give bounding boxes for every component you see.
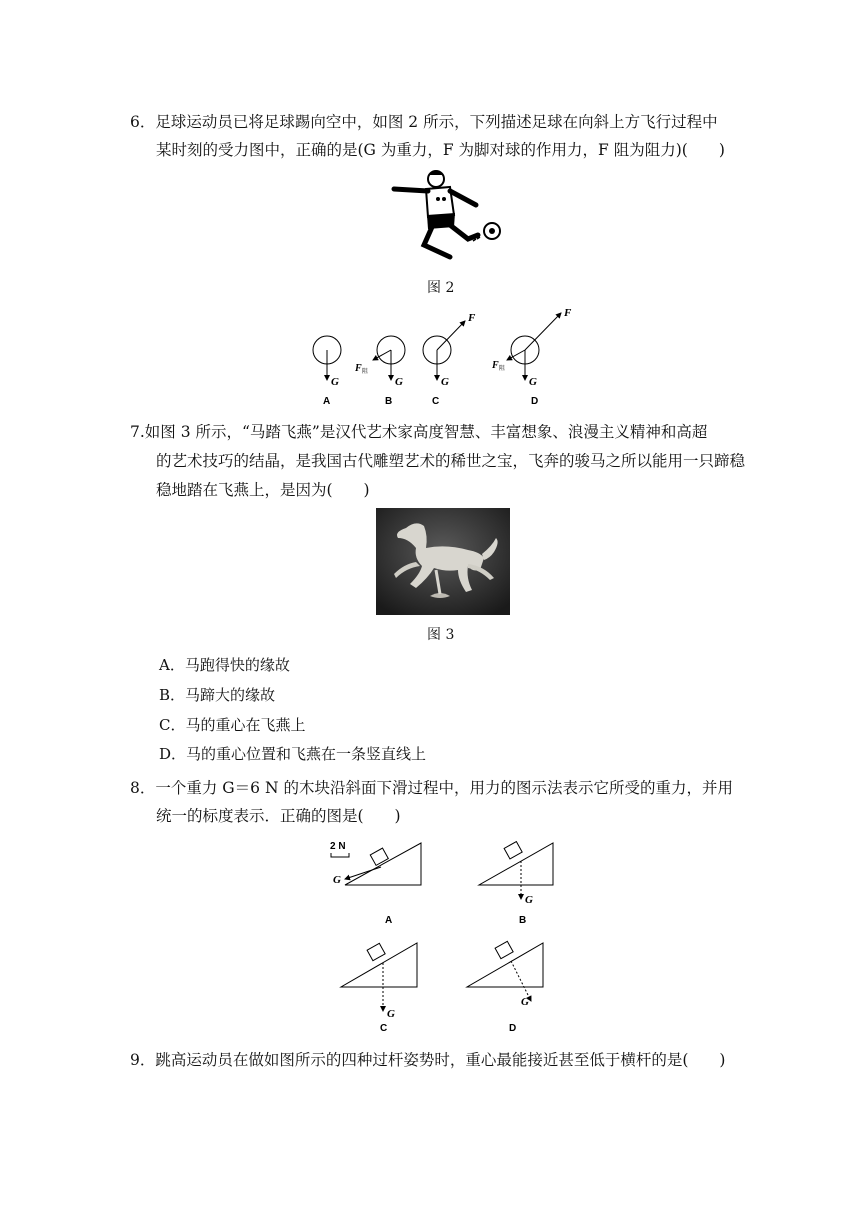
q8-diagram-a: [330, 841, 421, 926]
q6-text-line2: 某时刻的受力图中，正确的是(G 为重力，F 为脚对球的作用力，F 阻为阻力)( ): [156, 141, 725, 159]
q8-diagram-c: [341, 943, 417, 1034]
q6-d-g-label: G: [529, 376, 537, 388]
q6-diagram-c: [423, 312, 476, 407]
q8-b-g-label: G: [525, 894, 533, 906]
q8-scale-label: 2 N: [330, 841, 346, 852]
q8-text-line1: 8．一个重力 G＝6 N 的木块沿斜面下滑过程中，用力的图示法表示它所受的重力，并用: [130, 779, 733, 797]
q6-b-ff-sub: 阻: [362, 368, 369, 375]
q8-incline-diagrams: [325, 835, 565, 1035]
q6-text-line1: 6．足球运动员已将足球踢向空中，如图 2 所示，下列描述足球在向斜上方飞行过程中: [130, 113, 718, 131]
q6-diagram-b: [354, 336, 405, 407]
q8-option-c: C: [380, 1023, 388, 1034]
q6-force-diagrams: [305, 305, 575, 410]
q8-diagram-b: [479, 842, 553, 926]
q8-diagram-d: [467, 941, 543, 1034]
q7-text-line1: 7.如图 3 所示，“马踏飞燕”是汉代艺术家高度智慧、丰富想象、浪漫主义精神和高超: [130, 423, 708, 441]
q8-option-b: B: [519, 915, 527, 926]
q8-a-g-label: G: [333, 874, 341, 886]
q6-d-ff-label: F: [492, 360, 499, 371]
q8-c-g-label: G: [387, 1008, 395, 1020]
q8-option-a: A: [385, 915, 393, 926]
q7-choice-c[interactable]: C．马的重心在飞燕上: [159, 716, 306, 734]
q8-d-g-label: G: [521, 996, 529, 1008]
q9-text-line1: 9．跳高运动员在做如图所示的四种过杆姿势时，重心最能接近甚至低于横杆的是( ): [130, 1051, 726, 1069]
q6-diagram-d: [491, 307, 572, 407]
q6-b-ff-label: F: [355, 363, 362, 374]
galloping-horse-photo: [376, 508, 510, 615]
q6-d-f-label: F: [564, 307, 572, 319]
q8-scale-bar: [331, 853, 349, 857]
q6-diagram-a: [313, 336, 341, 407]
q7-choice-a[interactable]: A．马跑得快的缘故: [159, 656, 290, 674]
figure-2-caption: 图 2: [427, 280, 455, 296]
q8-option-d: D: [509, 1023, 517, 1034]
q7-text-line2: 的艺术技巧的结晶，是我国古代雕塑艺术的稀世之宝，飞奔的骏马之所以能用一只蹄稳: [156, 452, 746, 470]
q8-text-line2: 统一的标度表示．正确的图是( ): [156, 807, 401, 825]
q6-option-d: D: [531, 396, 539, 407]
q6-a-g-label: G: [331, 376, 339, 388]
figure-3-caption: 图 3: [427, 627, 455, 643]
soccer-player-illustration: [380, 165, 510, 265]
q7-choice-d[interactable]: D．马的重心位置和飞燕在一条竖直线上: [159, 745, 427, 763]
q6-option-a: A: [323, 396, 331, 407]
q7-text-line3: 稳地踏在飞燕上，是因为( ): [156, 481, 370, 499]
q6-option-c: C: [432, 396, 440, 407]
q6-b-g-label: G: [395, 376, 403, 388]
q6-c-f-label: F: [468, 312, 476, 324]
q6-option-b: B: [385, 396, 393, 407]
q6-c-g-label: G: [441, 376, 449, 388]
q6-d-ff-sub: 阻: [499, 365, 506, 372]
q7-choice-b[interactable]: B．马蹄大的缘故: [159, 686, 276, 704]
